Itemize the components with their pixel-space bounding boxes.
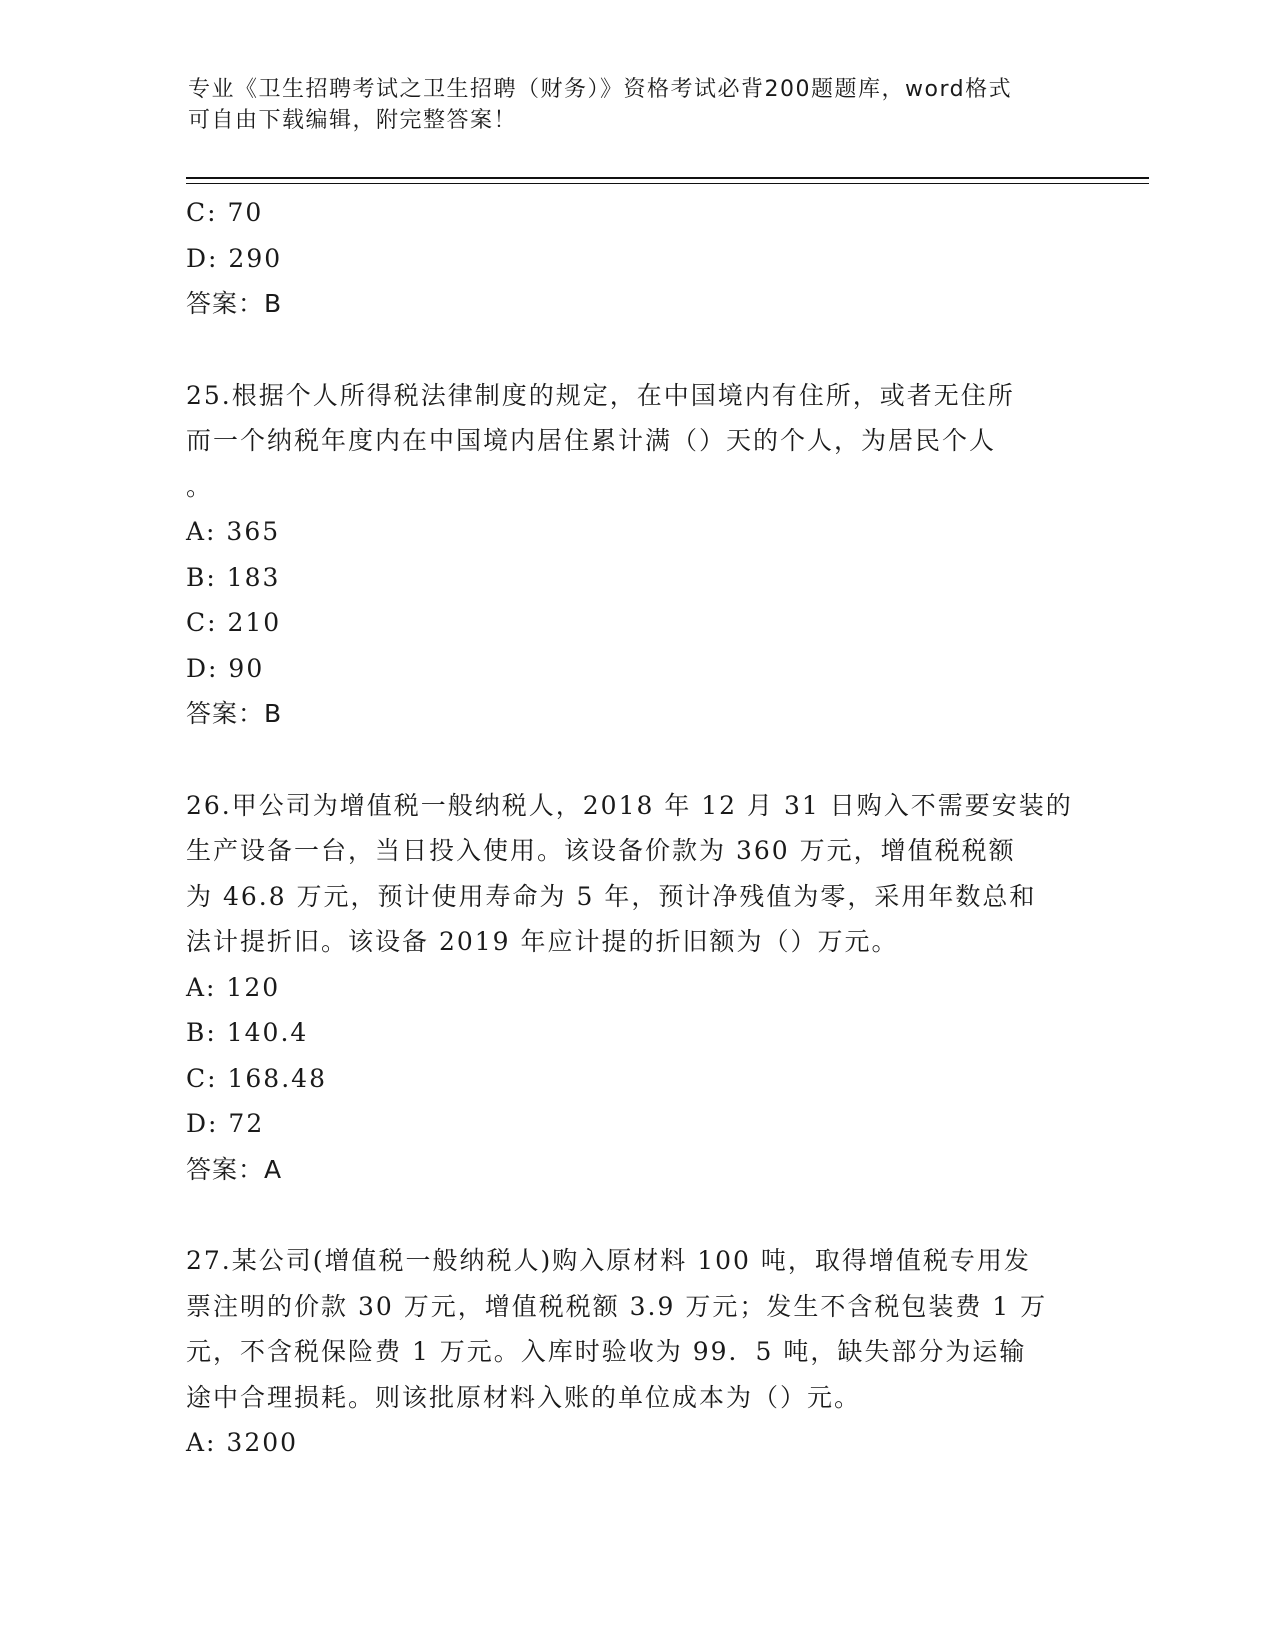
question-text-line: 途中合理损耗。则该批原材料入账的单位成本为（）元。 xyxy=(186,1382,862,1412)
option-a: A: 120 xyxy=(186,972,281,1002)
question-24-tail xyxy=(186,190,1086,327)
option-a: A: 365 xyxy=(186,517,281,546)
header-rule-thin xyxy=(186,183,1149,184)
question-text-line: 26.甲公司为增值税一般纳税人，2018 年 12 月 31 日购入不需要安装的 xyxy=(186,790,1073,820)
document-header xyxy=(188,74,1088,136)
answer: 答案：B xyxy=(186,699,283,728)
option-b: B: 140.4 xyxy=(186,1018,309,1047)
question-text-line: 元，不含税保险费 1 万元。入库时验收为 99．5 吨，缺失部分为运输 xyxy=(186,1337,1027,1366)
option-c: C: 210 xyxy=(186,608,282,637)
question-text-line: 为 46.8 万元，预计使用寿命为 5 年，预计净残值为零，采用年数总和 xyxy=(186,881,1037,911)
header-title-line-2: 可自由下载编辑，附完整答案！ xyxy=(188,108,518,133)
question-27 xyxy=(186,1238,1086,1466)
option-d: D: 90 xyxy=(186,653,265,683)
header-title-line-1: 专业《卫生招聘考试之卫生招聘（财务）》资格考试必背200题题库，word格式 xyxy=(188,77,1013,102)
document-body xyxy=(186,190,1086,1466)
option-d: D: 290 xyxy=(186,243,283,273)
question-text-line: 25.根据个人所得税法律制度的规定，在中国境内有住所，或者无住所 xyxy=(186,380,1015,410)
question-text-line: 。 xyxy=(186,471,214,501)
header-rule-thick xyxy=(186,177,1149,179)
option-c: C: 70 xyxy=(186,198,264,227)
option-d: D: 72 xyxy=(186,1109,265,1138)
answer: 答案：A xyxy=(186,1154,283,1184)
answer: 答案：B xyxy=(186,289,283,318)
option-b: B: 183 xyxy=(186,562,281,592)
option-a: A: 3200 xyxy=(186,1428,299,1457)
question-text-line: 法计提折旧。该设备 2019 年应计提的折旧额为（）万元。 xyxy=(186,927,899,956)
question-25 xyxy=(186,373,1086,737)
question-text-line: 生产设备一台，当日投入使用。该设备价款为 360 万元，增值税税额 xyxy=(186,836,1016,865)
question-text-line: 27.某公司(增值税一般纳税人)购入原材料 100 吨，取得增值税专用发 xyxy=(186,1246,1031,1275)
question-text-line: 票注明的价款 30 万元，增值税税额 3.9 万元；发生不含税包装费 1 万 xyxy=(186,1291,1048,1321)
question-text-line: 而一个纳税年度内在中国境内居住累计满（）天的个人，为居民个人 xyxy=(186,426,997,455)
question-26 xyxy=(186,783,1086,1193)
option-c: C: 168.48 xyxy=(186,1063,327,1093)
